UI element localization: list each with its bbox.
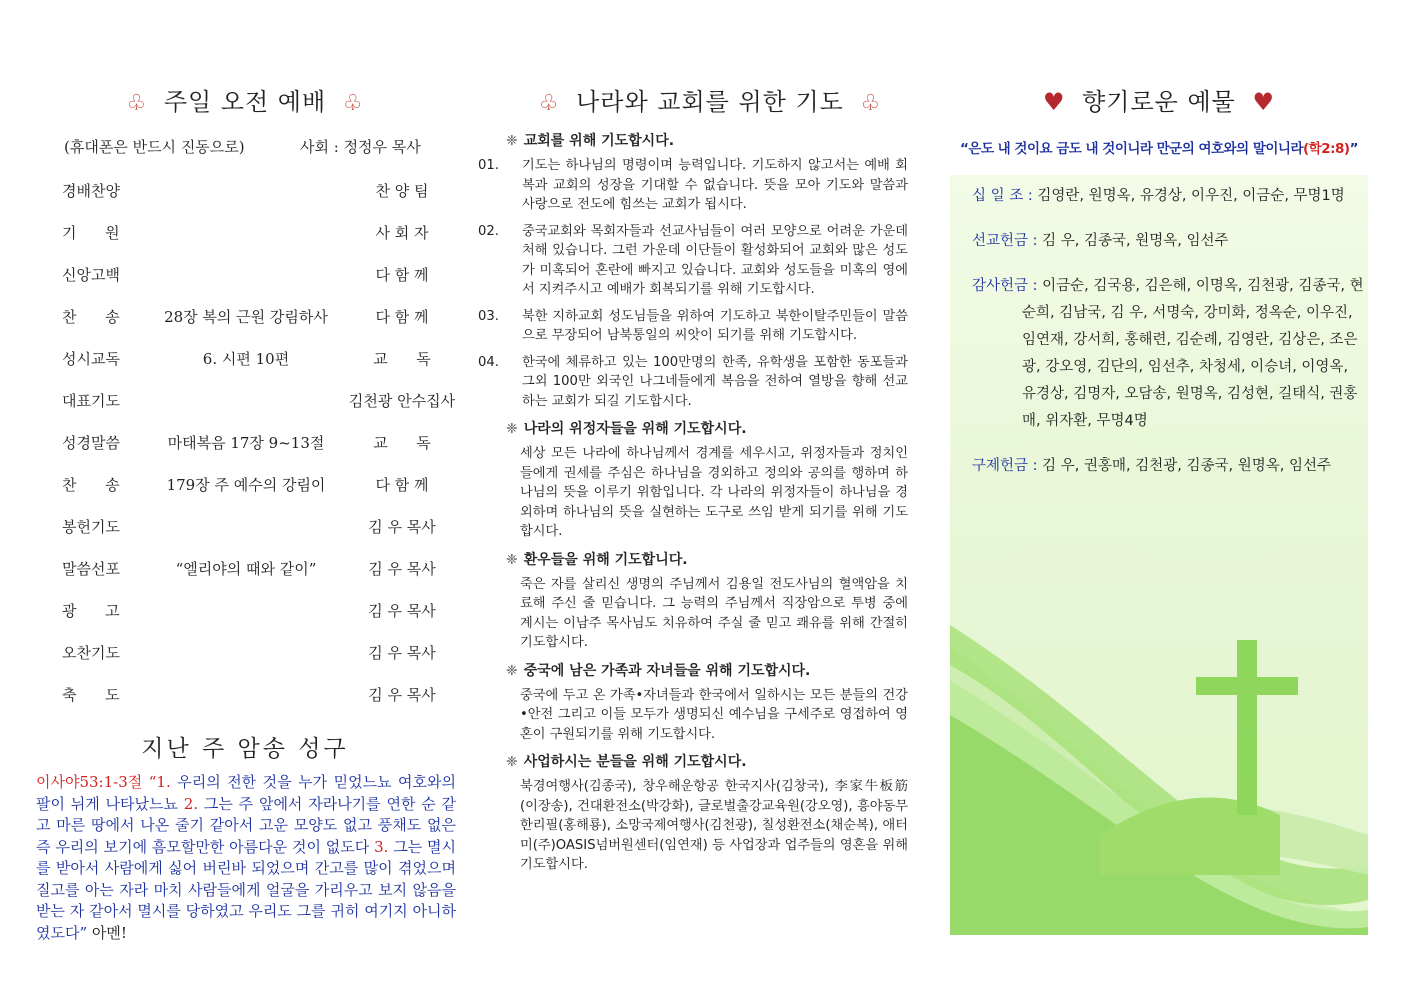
prayer-heading bbox=[506, 660, 908, 680]
amen-text: 아멘! bbox=[87, 923, 127, 942]
verse-text: 우리의 전한 것을 누가 믿었느뇨 여호와의 팔이 뉘게 나타났느뇨 bbox=[36, 773, 456, 813]
prayer-list bbox=[478, 130, 908, 882]
prayer-item bbox=[478, 353, 908, 412]
order-item: 성시교독 bbox=[62, 350, 120, 368]
prayer-item-text: 한국에 체류하고 있는 100만명의 한족, 유학생을 포함한 동포들과 그외 100만 외국인 나그네들에게 복음을 전하여 열방을 향해 선교하는 교회가 되길 기도합시다. bbox=[522, 354, 908, 409]
prayer-heading bbox=[506, 130, 908, 150]
order-leader: 찬 양 팀 bbox=[375, 182, 429, 200]
club-icon: ♧ bbox=[126, 91, 148, 116]
offering-entry-mission bbox=[972, 228, 1364, 255]
verse-reference: 이사야53:1-3절 bbox=[36, 773, 143, 791]
prayer-heading-text: 환우들을 위해 기도합니다. bbox=[523, 551, 688, 568]
prayer-title-text: 나라와 교회를 위한 기도 bbox=[576, 88, 844, 116]
order-desc: 28장 복의 근원 강림하사 bbox=[164, 308, 328, 326]
offering-verse-text: “은도 내 것이요 금도 내 것이니라 만군의 여호와의 말이니라 bbox=[960, 141, 1303, 157]
prayer-item bbox=[478, 156, 908, 215]
order-row bbox=[30, 338, 460, 380]
order-item: 광 고 bbox=[62, 602, 120, 620]
offering-names: 김 우, 권홍매, 김천광, 김종국, 원명옥, 임선주 bbox=[1037, 458, 1331, 474]
order-item: 찬 송 bbox=[62, 476, 120, 494]
order-item: 봉헌기도 bbox=[62, 518, 120, 536]
bullet-icon: ❈ bbox=[506, 421, 518, 437]
offering-entry-tithe bbox=[972, 183, 1364, 210]
order-item: 기 원 bbox=[62, 224, 120, 242]
club-icon: ♧ bbox=[538, 91, 560, 116]
prayer-item-text: 북한 지하교회 성도님들을 위하여 기도하고 북한이탈주민들이 말씀으로 무장되어 남북통일의 씨앗이 되기를 위해 기도합시다. bbox=[522, 308, 908, 343]
order-item: 말씀선포 bbox=[62, 560, 120, 578]
bullet-icon: ❈ bbox=[506, 551, 518, 568]
order-leader: 김 우 목사 bbox=[368, 560, 436, 578]
order-leader: 교 독 bbox=[373, 434, 431, 452]
phone-notice: (휴대폰은 반드시 진동으로) bbox=[64, 138, 245, 156]
verse-number: 3. bbox=[374, 837, 389, 856]
order-leader: 김 우 목사 bbox=[368, 686, 436, 704]
worship-order-list bbox=[30, 170, 460, 716]
prayer-paragraph: 북경여행사(김종국), 창우해운항공 한국지사(김창국), 李家牛板筋(이장송), 건대환전소(박강화), 글로벌출강교육원(강오영), 흥야동무한리필(홍해룡), 소망국제여행사(김천광), 칠성환전소(채순복), 애터미(주)OASIS넘버원센터(임연재) 등 사업장과 업주들의 영혼을 위해 기도합시다. bbox=[520, 779, 908, 872]
offering-verse-close: ” bbox=[1349, 141, 1358, 157]
prayer-heading-text: 나라의 위정자들을 위해 기도합시다. bbox=[523, 421, 747, 437]
prayer-heading-text: 교회를 위해 기도합시다. bbox=[523, 133, 675, 149]
prayer-item bbox=[478, 307, 908, 346]
heart-icon: ♥ bbox=[1252, 88, 1276, 116]
prayer-heading bbox=[506, 751, 908, 771]
order-row bbox=[30, 506, 460, 548]
order-item: 대표기도 bbox=[62, 392, 120, 410]
offering-title-text: 향기로운 예물 bbox=[1082, 88, 1236, 116]
offering-verse-reference: (학2:8) bbox=[1303, 141, 1350, 157]
prayer-paragraph: 세상 모든 나라에 하나님께서 경계를 세우시고, 위정자들과 정치인들에게 권세를 주심은 하나님을 경외하고 정의와 공의를 행하며 하나님의 뜻을 이루기 위함입니다. 각 나라의 위정자들이 하나님을 경외하며 하나님의 뜻을 실현하는 도구로 쓰임 받게 되기를 위해 기도합시다. bbox=[520, 446, 908, 539]
order-row bbox=[30, 422, 460, 464]
offering-entry-relief bbox=[972, 453, 1364, 480]
order-item: 성경말씀 bbox=[62, 434, 120, 452]
worship-title bbox=[30, 82, 460, 117]
heart-icon: ♥ bbox=[1042, 88, 1066, 116]
prayer-heading-text: 사업하시는 분들을 위해 기도합시다. bbox=[523, 754, 747, 770]
offering-title bbox=[950, 82, 1368, 117]
prayer-item bbox=[478, 222, 908, 300]
offering-names: 김영란, 원명옥, 유경상, 이우진, 이금순, 무명1명 bbox=[1032, 188, 1345, 204]
order-row bbox=[30, 212, 460, 254]
offering-label: 십 일 조 : bbox=[972, 188, 1033, 204]
prayer-item-text: 중국교회와 목회자들과 선교사님들이 여러 모양으로 어려운 가운데 처해 있습니다. 그런 가운데 이단들이 활성화되어 교회와 많은 성도가 미혹되어 혼란에 빠지고 있습니다. 교회와 성도들을 미혹의 영에서 지켜주시고 예배가 회복되기를 위해 기도합시다. bbox=[522, 223, 908, 297]
offering-label: 감사헌금 : bbox=[972, 278, 1038, 294]
order-leader: 다 함 께 bbox=[375, 308, 429, 326]
bullet-icon: ❈ bbox=[506, 133, 518, 149]
order-row bbox=[30, 548, 460, 590]
host-label: 사회 : 정정우 목사 bbox=[300, 138, 421, 156]
club-icon: ♧ bbox=[860, 91, 882, 116]
order-desc: 6. 시편 10편 bbox=[202, 350, 290, 368]
prayer-paragraph: 중국에 두고 온 가족•자녀들과 한국에서 일하시는 모든 분들의 건강•안전 그리고 이들 모두가 생명되신 예수님을 구세주로 영접하여 영혼이 구원되기를 위해 기도합시다. bbox=[520, 687, 908, 742]
order-leader: 김천광 안수집사 bbox=[348, 392, 456, 410]
order-leader: 다 함 께 bbox=[375, 476, 429, 494]
order-leader: 사 회 자 bbox=[375, 224, 429, 242]
offering-label: 선교헌금 : bbox=[972, 233, 1038, 249]
prayer-heading bbox=[506, 418, 908, 438]
order-desc: “엘리야의 때와 같이” bbox=[175, 560, 317, 578]
worship-title-text: 주일 오전 예배 bbox=[163, 88, 327, 116]
order-row bbox=[30, 674, 460, 716]
bullet-icon: ❈ bbox=[506, 754, 518, 770]
prayer-item-number: 03. bbox=[478, 308, 499, 324]
verse-number: “1. bbox=[148, 773, 171, 791]
prayer-heading-text: 중국에 남은 가족과 자녀들을 위해 기도합시다. bbox=[523, 662, 811, 679]
cross-icon bbox=[1237, 640, 1257, 815]
order-row bbox=[30, 464, 460, 506]
prayer-heading bbox=[506, 549, 908, 569]
verse-number: 2. bbox=[183, 794, 199, 813]
club-icon: ♧ bbox=[342, 91, 364, 116]
order-item: 오찬기도 bbox=[62, 644, 120, 662]
order-row bbox=[30, 380, 460, 422]
prayer-title bbox=[500, 82, 920, 117]
verse-text: 그는 멸시를 받아서 사람에게 싫어 버린바 되었으며 간고를 많이 겪었으며 질고를 아는 자라 마치 사람들에게 얼굴을 가리우고 보지 않음을 받는 자 같아서 멸시를 당하였고 우리도 그를 귀히 여기지 아니하였도다” bbox=[36, 837, 457, 942]
order-item: 경배찬양 bbox=[62, 182, 120, 200]
prayer-item-number: 01. bbox=[478, 158, 499, 173]
order-leader: 김 우 목사 bbox=[368, 518, 436, 536]
order-leader: 김 우 목사 bbox=[368, 602, 436, 620]
order-leader: 김 우 목사 bbox=[368, 644, 436, 662]
memory-verse-title: 지난 주 암송 성구 bbox=[141, 736, 349, 762]
order-row bbox=[30, 170, 460, 212]
order-desc: 179장 주 예수의 강림이 bbox=[166, 476, 326, 494]
order-item: 신앙고백 bbox=[62, 266, 120, 284]
offering-verse bbox=[950, 137, 1368, 157]
verse-text: 그는 주 앞에서 자라나기를 연한 순 같고 마른 땅에서 나온 줄기 같아서 고운 모양도 없고 풍채도 없은즉 우리의 보기에 흠모할만한 아름다운 것이 없도다 bbox=[36, 794, 457, 856]
prayer-paragraph: 죽은 자를 살리신 생명의 주님께서 김용일 전도사님의 혈액암을 치료해 주신 줄 믿습니다. 그 능력의 주님께서 직장암으로 투병 중에 계시는 이남주 목사님도 치유하여 주실 줄 믿고 쾌유를 위해 간절히 기도합시다. bbox=[520, 576, 908, 650]
offering-names: 이금순, 김국용, 김은해, 이명옥, 김천광, 김종국, 현순희, 김남국, 김 우, 서명숙, 강미화, 정옥순, 이우진, 임연재, 강서희, 홍해련, 김순례, 김영란, 김상은, 조은광, 강오영, 김단의, 임선추, 차청세, 이승녀, 이영옥, 유경상, 김명자, 오담송, 원명옥, 김성현, 길태식, 권홍매, 위자환, 무명4명 bbox=[1022, 278, 1364, 429]
order-row bbox=[30, 296, 460, 338]
order-row bbox=[30, 590, 460, 632]
order-row bbox=[30, 254, 460, 296]
prayer-item-text: 기도는 하나님의 명령이며 능력입니다. 기도하지 않고서는 예배 회복과 교회의 성장을 기대할 수 없습니다. 뜻을 모아 기도와 말씀과 사랑으로 전도에 힘쓰는 교회가 됩시다. bbox=[522, 158, 908, 212]
order-leader: 교 독 bbox=[373, 350, 431, 368]
order-item: 축 도 bbox=[62, 686, 120, 704]
prayer-item-number: 04. bbox=[478, 354, 499, 370]
offering-label: 구제헌금 : bbox=[972, 458, 1038, 474]
offering-entry-thanks bbox=[972, 273, 1364, 435]
bullet-icon: ❈ bbox=[506, 662, 518, 679]
order-leader: 다 함 께 bbox=[375, 266, 429, 284]
order-desc: 마태복음 17장 9~13절 bbox=[167, 434, 325, 452]
order-row bbox=[30, 632, 460, 674]
prayer-item-number: 02. bbox=[478, 223, 499, 239]
cross-bar bbox=[1196, 677, 1298, 695]
offering-list bbox=[972, 183, 1364, 498]
order-item: 찬 송 bbox=[62, 308, 120, 326]
offering-names: 김 우, 김종국, 원명옥, 임선주 bbox=[1037, 233, 1229, 249]
memory-verse-text bbox=[36, 772, 456, 944]
